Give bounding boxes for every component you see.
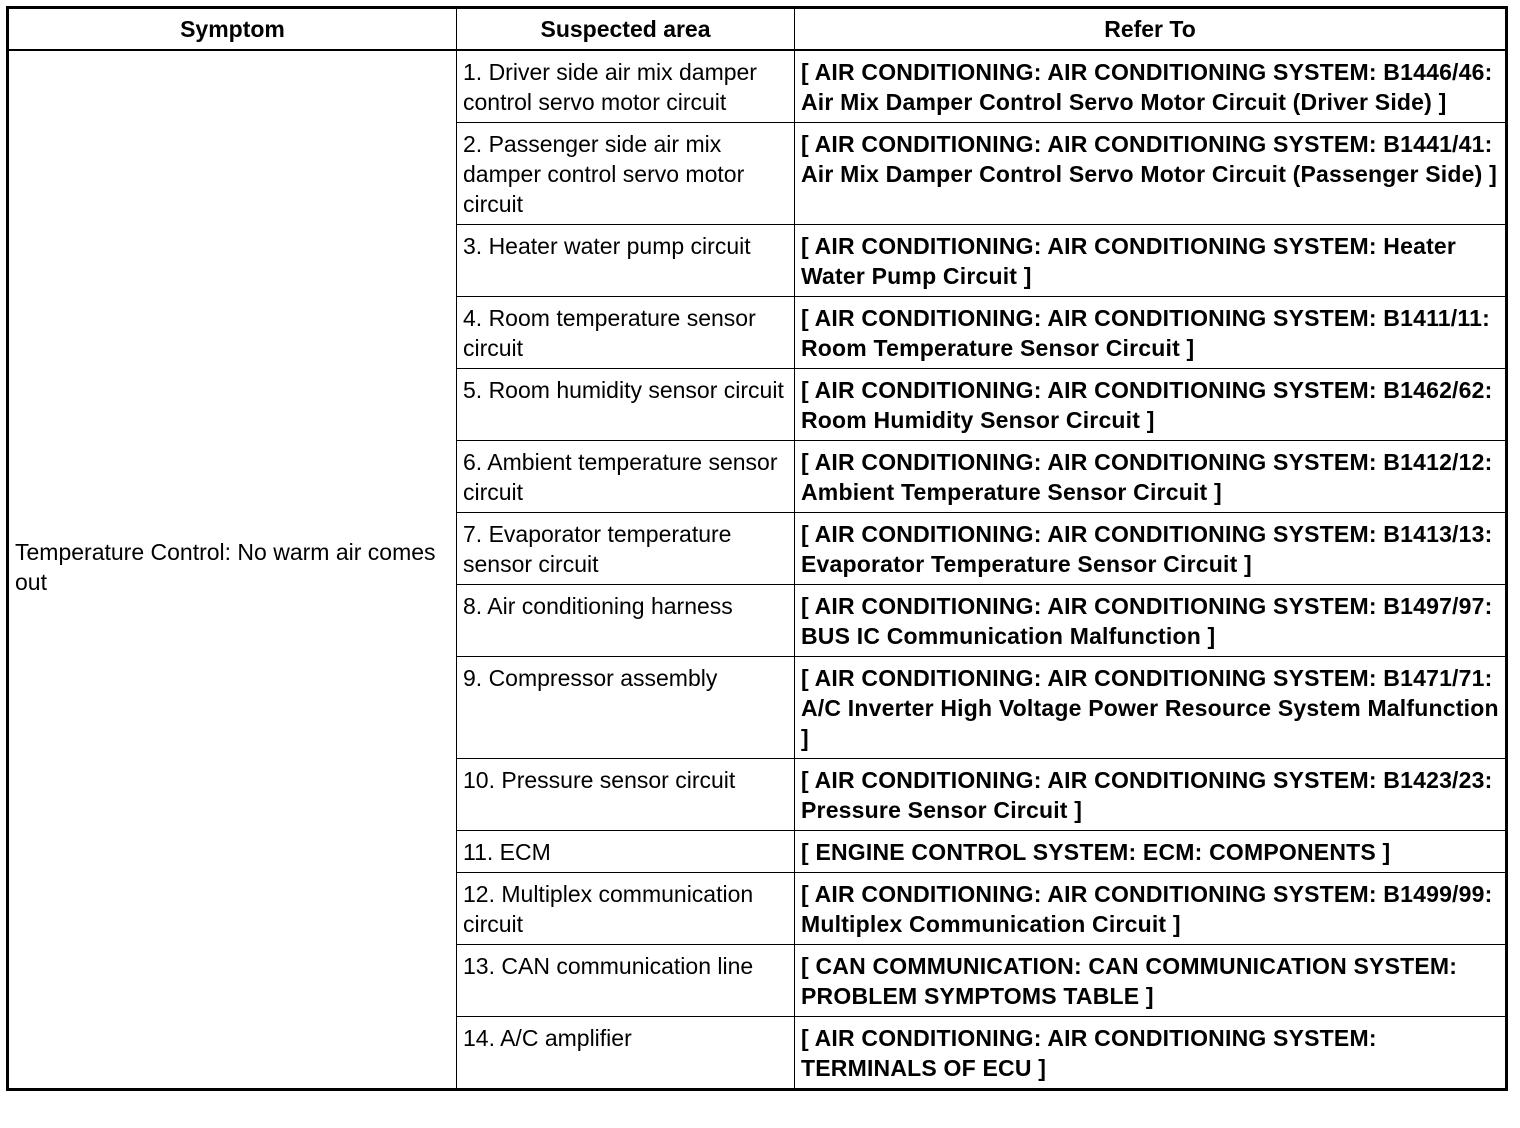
refer-to-link[interactable]: [ AIR CONDITIONING: AIR CONDITIONING SYSTEM: B1412/12: Ambient Temperature Sensor Circuit ] (795, 441, 1507, 513)
table-header-row (8, 8, 1507, 51)
refer-to-link[interactable]: [ AIR CONDITIONING: AIR CONDITIONING SYSTEM: B1499/99: Multiplex Communication Circuit ] (795, 873, 1507, 945)
refer-to-link[interactable]: [ CAN COMMUNICATION: CAN COMMUNICATION SYSTEM: PROBLEM SYMPTOMS TABLE ] (795, 945, 1507, 1017)
refer-to-link[interactable]: [ AIR CONDITIONING: AIR CONDITIONING SYSTEM: B1462/62: Room Humidity Sensor Circuit ] (795, 369, 1507, 441)
refer-to-link[interactable]: [ AIR CONDITIONING: AIR CONDITIONING SYSTEM: TERMINALS OF ECU ] (795, 1017, 1507, 1090)
suspected-area-cell: 7. Evaporator temperature sensor circuit (457, 513, 795, 585)
suspected-area-cell: 12. Multiplex communication circuit (457, 873, 795, 945)
suspected-area-cell: 9. Compressor assembly (457, 657, 795, 759)
suspected-area-cell: 1. Driver side air mix damper control servo motor circuit (457, 50, 795, 123)
refer-to-link[interactable]: [ AIR CONDITIONING: AIR CONDITIONING SYSTEM: B1411/11: Room Temperature Sensor Circuit ] (795, 297, 1507, 369)
refer-to-link[interactable]: [ AIR CONDITIONING: AIR CONDITIONING SYSTEM: Heater Water Pump Circuit ] (795, 225, 1507, 297)
refer-to-link[interactable]: [ AIR CONDITIONING: AIR CONDITIONING SYSTEM: B1413/13: Evaporator Temperature Sensor Circuit ] (795, 513, 1507, 585)
suspected-area-cell: 11. ECM (457, 831, 795, 873)
refer-to-link[interactable]: [ AIR CONDITIONING: AIR CONDITIONING SYSTEM: B1471/71: A/C Inverter High Voltage Power Resource System Malfunction ] (795, 657, 1507, 759)
problem-symptoms-table (6, 6, 1508, 1091)
suspected-area-cell: 8. Air conditioning harness (457, 585, 795, 657)
header-suspected-area: Suspected area (457, 8, 795, 51)
header-symptom: Symptom (8, 8, 457, 51)
suspected-area-cell: 3. Heater water pump circuit (457, 225, 795, 297)
suspected-area-cell: 2. Passenger side air mix damper control servo motor circuit (457, 123, 795, 225)
suspected-area-cell: 6. Ambient temperature sensor circuit (457, 441, 795, 513)
refer-to-link[interactable]: [ AIR CONDITIONING: AIR CONDITIONING SYSTEM: B1441/41: Air Mix Damper Control Servo Motor Circuit (Passenger Side) ] (795, 123, 1507, 225)
suspected-area-cell: 14. A/C amplifier (457, 1017, 795, 1090)
symptom-cell: Temperature Control: No warm air comes out (8, 50, 457, 1090)
suspected-area-cell: 4. Room temperature sensor circuit (457, 297, 795, 369)
suspected-area-cell: 5. Room humidity sensor circuit (457, 369, 795, 441)
refer-to-link[interactable]: [ ENGINE CONTROL SYSTEM: ECM: COMPONENTS ] (795, 831, 1507, 873)
refer-to-link[interactable]: [ AIR CONDITIONING: AIR CONDITIONING SYSTEM: B1446/46: Air Mix Damper Control Servo Motor Circuit (Driver Side) ] (795, 50, 1507, 123)
table-row (8, 50, 1507, 123)
refer-to-link[interactable]: [ AIR CONDITIONING: AIR CONDITIONING SYSTEM: B1423/23: Pressure Sensor Circuit ] (795, 759, 1507, 831)
suspected-area-cell: 13. CAN communication line (457, 945, 795, 1017)
refer-to-link[interactable]: [ AIR CONDITIONING: AIR CONDITIONING SYSTEM: B1497/97: BUS IC Communication Malfunction ] (795, 585, 1507, 657)
suspected-area-cell: 10. Pressure sensor circuit (457, 759, 795, 831)
document-page (6, 6, 1508, 1091)
header-refer-to: Refer To (795, 8, 1507, 51)
